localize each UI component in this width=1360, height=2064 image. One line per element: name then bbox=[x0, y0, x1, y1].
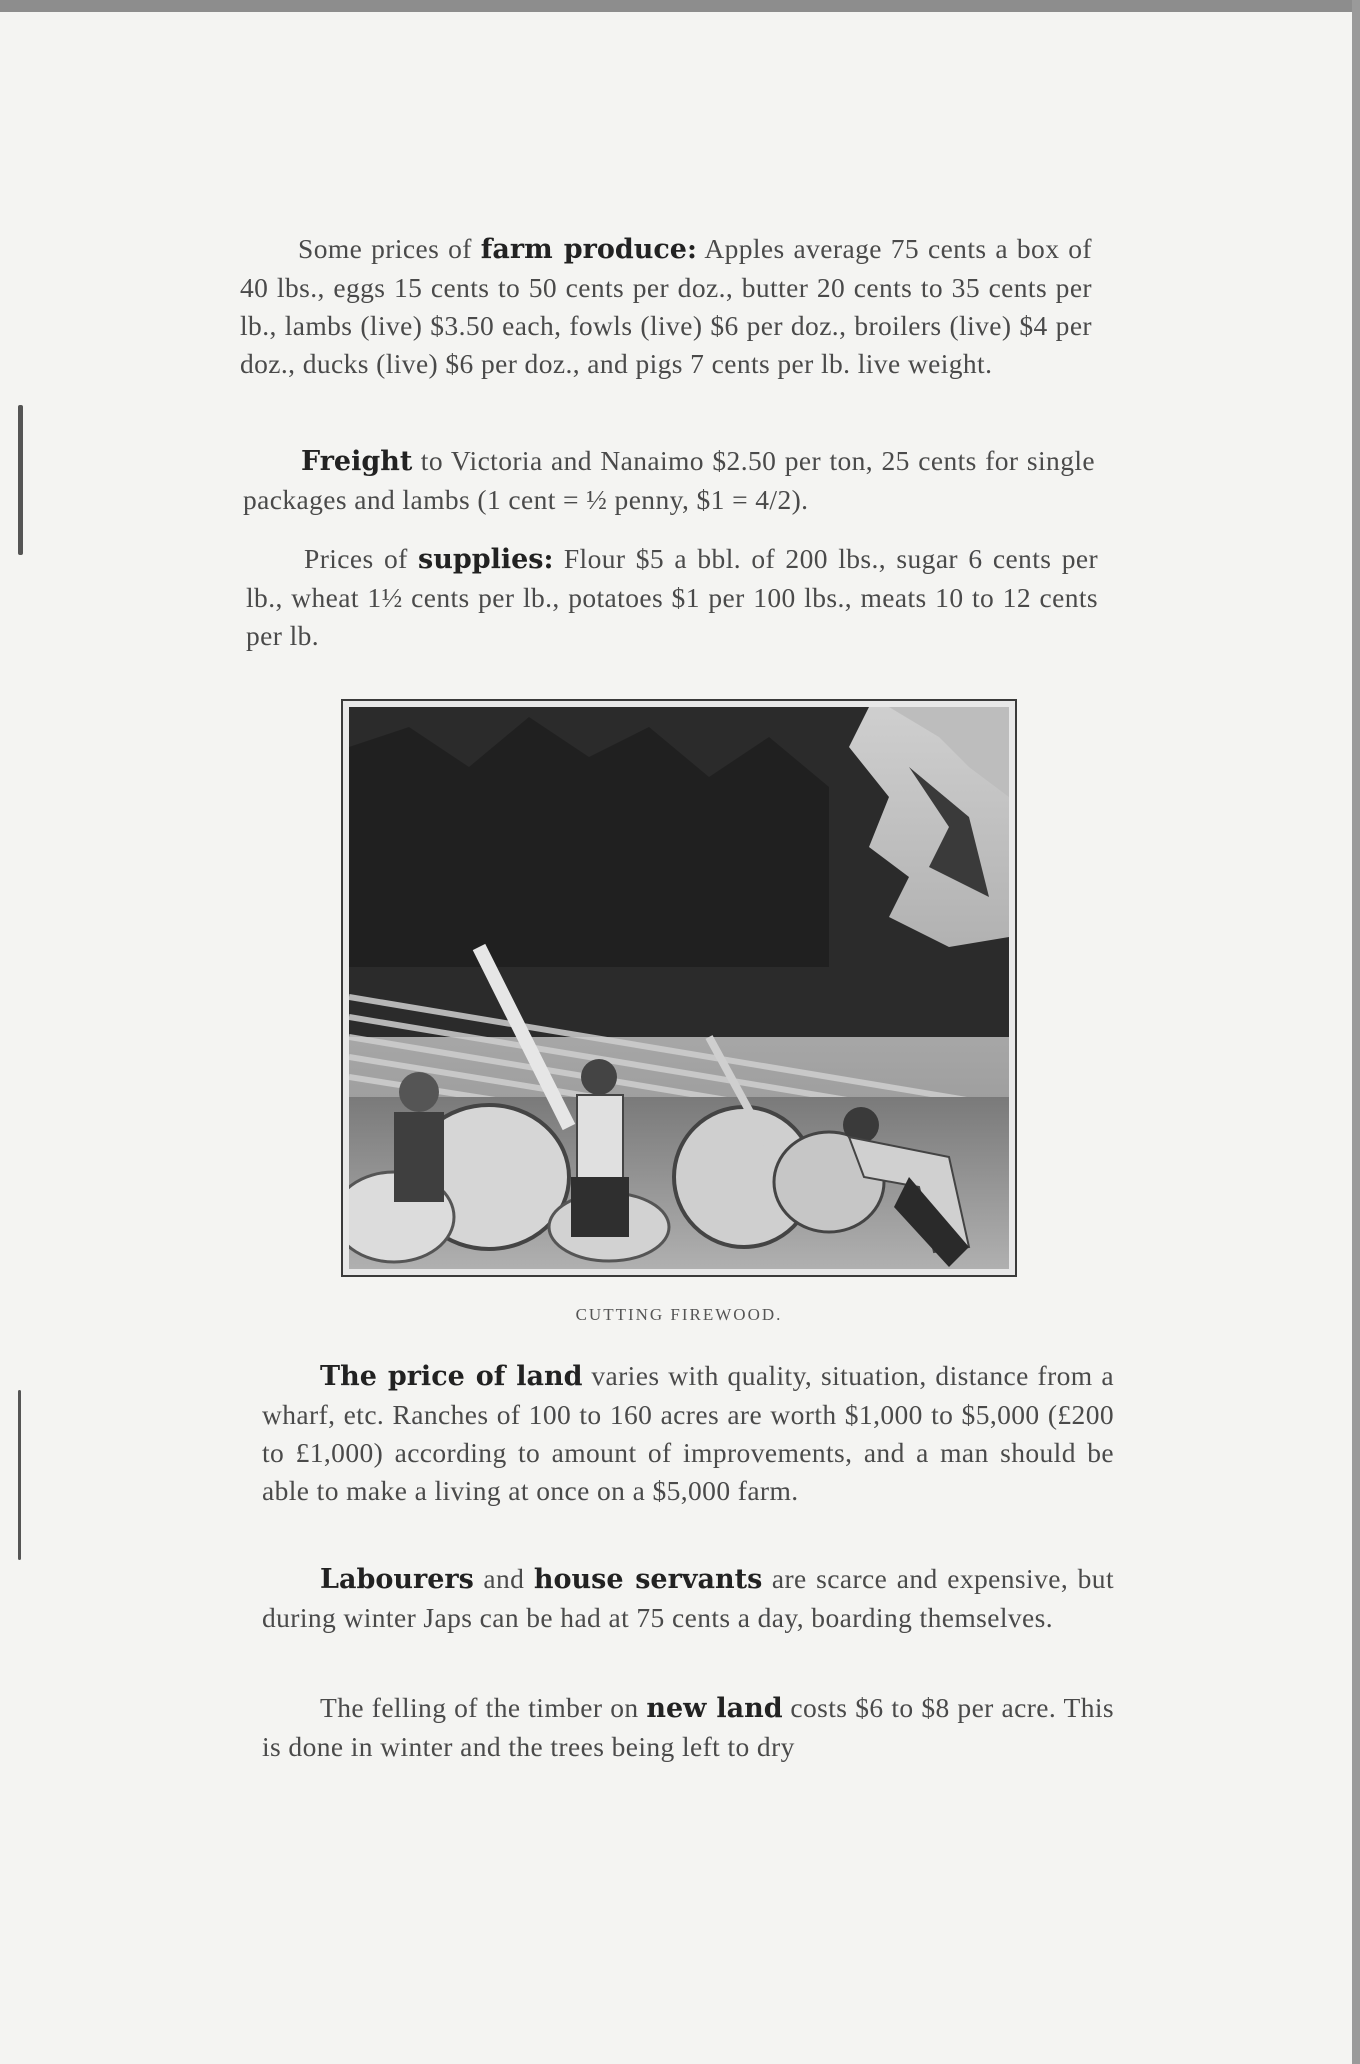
paragraph-supplies bbox=[246, 540, 1098, 655]
paragraph-price-of-land bbox=[262, 1357, 1114, 1510]
paragraph-text: Prices of bbox=[304, 543, 419, 574]
paragraph-text: The felling of the timber on bbox=[320, 1692, 647, 1723]
paragraph-text: to Victoria and Nanaimo $2.50 per ton, 25 cents for single packages and lambs (1 cent = ½ penny, $1 = 4/2). bbox=[243, 445, 1095, 515]
paragraph-text: Some prices of bbox=[298, 233, 481, 264]
paragraph-new-land bbox=[262, 1689, 1114, 1766]
firewood-photo-image bbox=[349, 707, 1009, 1269]
paragraph-text: varies with quality, situation, distance from a wharf, etc. Ranches of 100 to 160 acres are worth $1,000 to $5,000 (£200 to £1,000) according to amount of improvements, and a man should be able to make a living at once on a $5,000 farm. bbox=[262, 1360, 1114, 1506]
paragraph-freight bbox=[243, 442, 1095, 519]
paragraph-text: costs $6 to $8 per acre. This is done in winter and the trees being left to dry bbox=[262, 1692, 1114, 1762]
paragraph-text: and bbox=[473, 1563, 534, 1594]
keyword-labourers: Labourers bbox=[320, 1564, 474, 1595]
paragraph-text: Flour $5 a bbl. of 200 lbs., sugar 6 cents per lb., wheat 1½ cents per lb., potatoes $1 per 100 lbs., meats 10 to 12 cents per lb. bbox=[246, 543, 1099, 651]
keyword-price-of-land: The price of land bbox=[320, 1361, 583, 1392]
keyword-house-servants: house servants bbox=[533, 1564, 763, 1595]
scan-top-edge bbox=[0, 0, 1360, 12]
keyword-supplies: supplies: bbox=[418, 544, 554, 575]
paragraph-text: Apples average 75 cents a box of 40 lbs., eggs 15 cents to 50 cents per doz., butter 20 cents to 35 cents per lb., lambs (live) $3.50 each, fowls (live) $6 per doz., broilers (live) $4 per doz., ducks (live) $6 per doz., and pigs 7 cents per lb. live weight. bbox=[240, 233, 1092, 379]
scan-right-edge bbox=[1352, 0, 1360, 2064]
paragraph-text: are scarce and expensive, but during winter Japs can be had at 75 cents a day, boarding themselves. bbox=[262, 1563, 1114, 1633]
binding-mark bbox=[18, 1390, 21, 1560]
keyword-farm-produce: farm produce: bbox=[480, 234, 697, 265]
paragraph-labourers bbox=[262, 1560, 1114, 1637]
binding-mark bbox=[18, 405, 23, 555]
keyword-freight: Freight bbox=[301, 446, 413, 477]
keyword-new-land: new land bbox=[646, 1693, 783, 1724]
paragraph-farm-produce bbox=[240, 230, 1092, 383]
photo-cutting-firewood bbox=[341, 699, 1017, 1277]
photo-caption: CUTTING FIREWOOD. bbox=[575, 1305, 783, 1324]
